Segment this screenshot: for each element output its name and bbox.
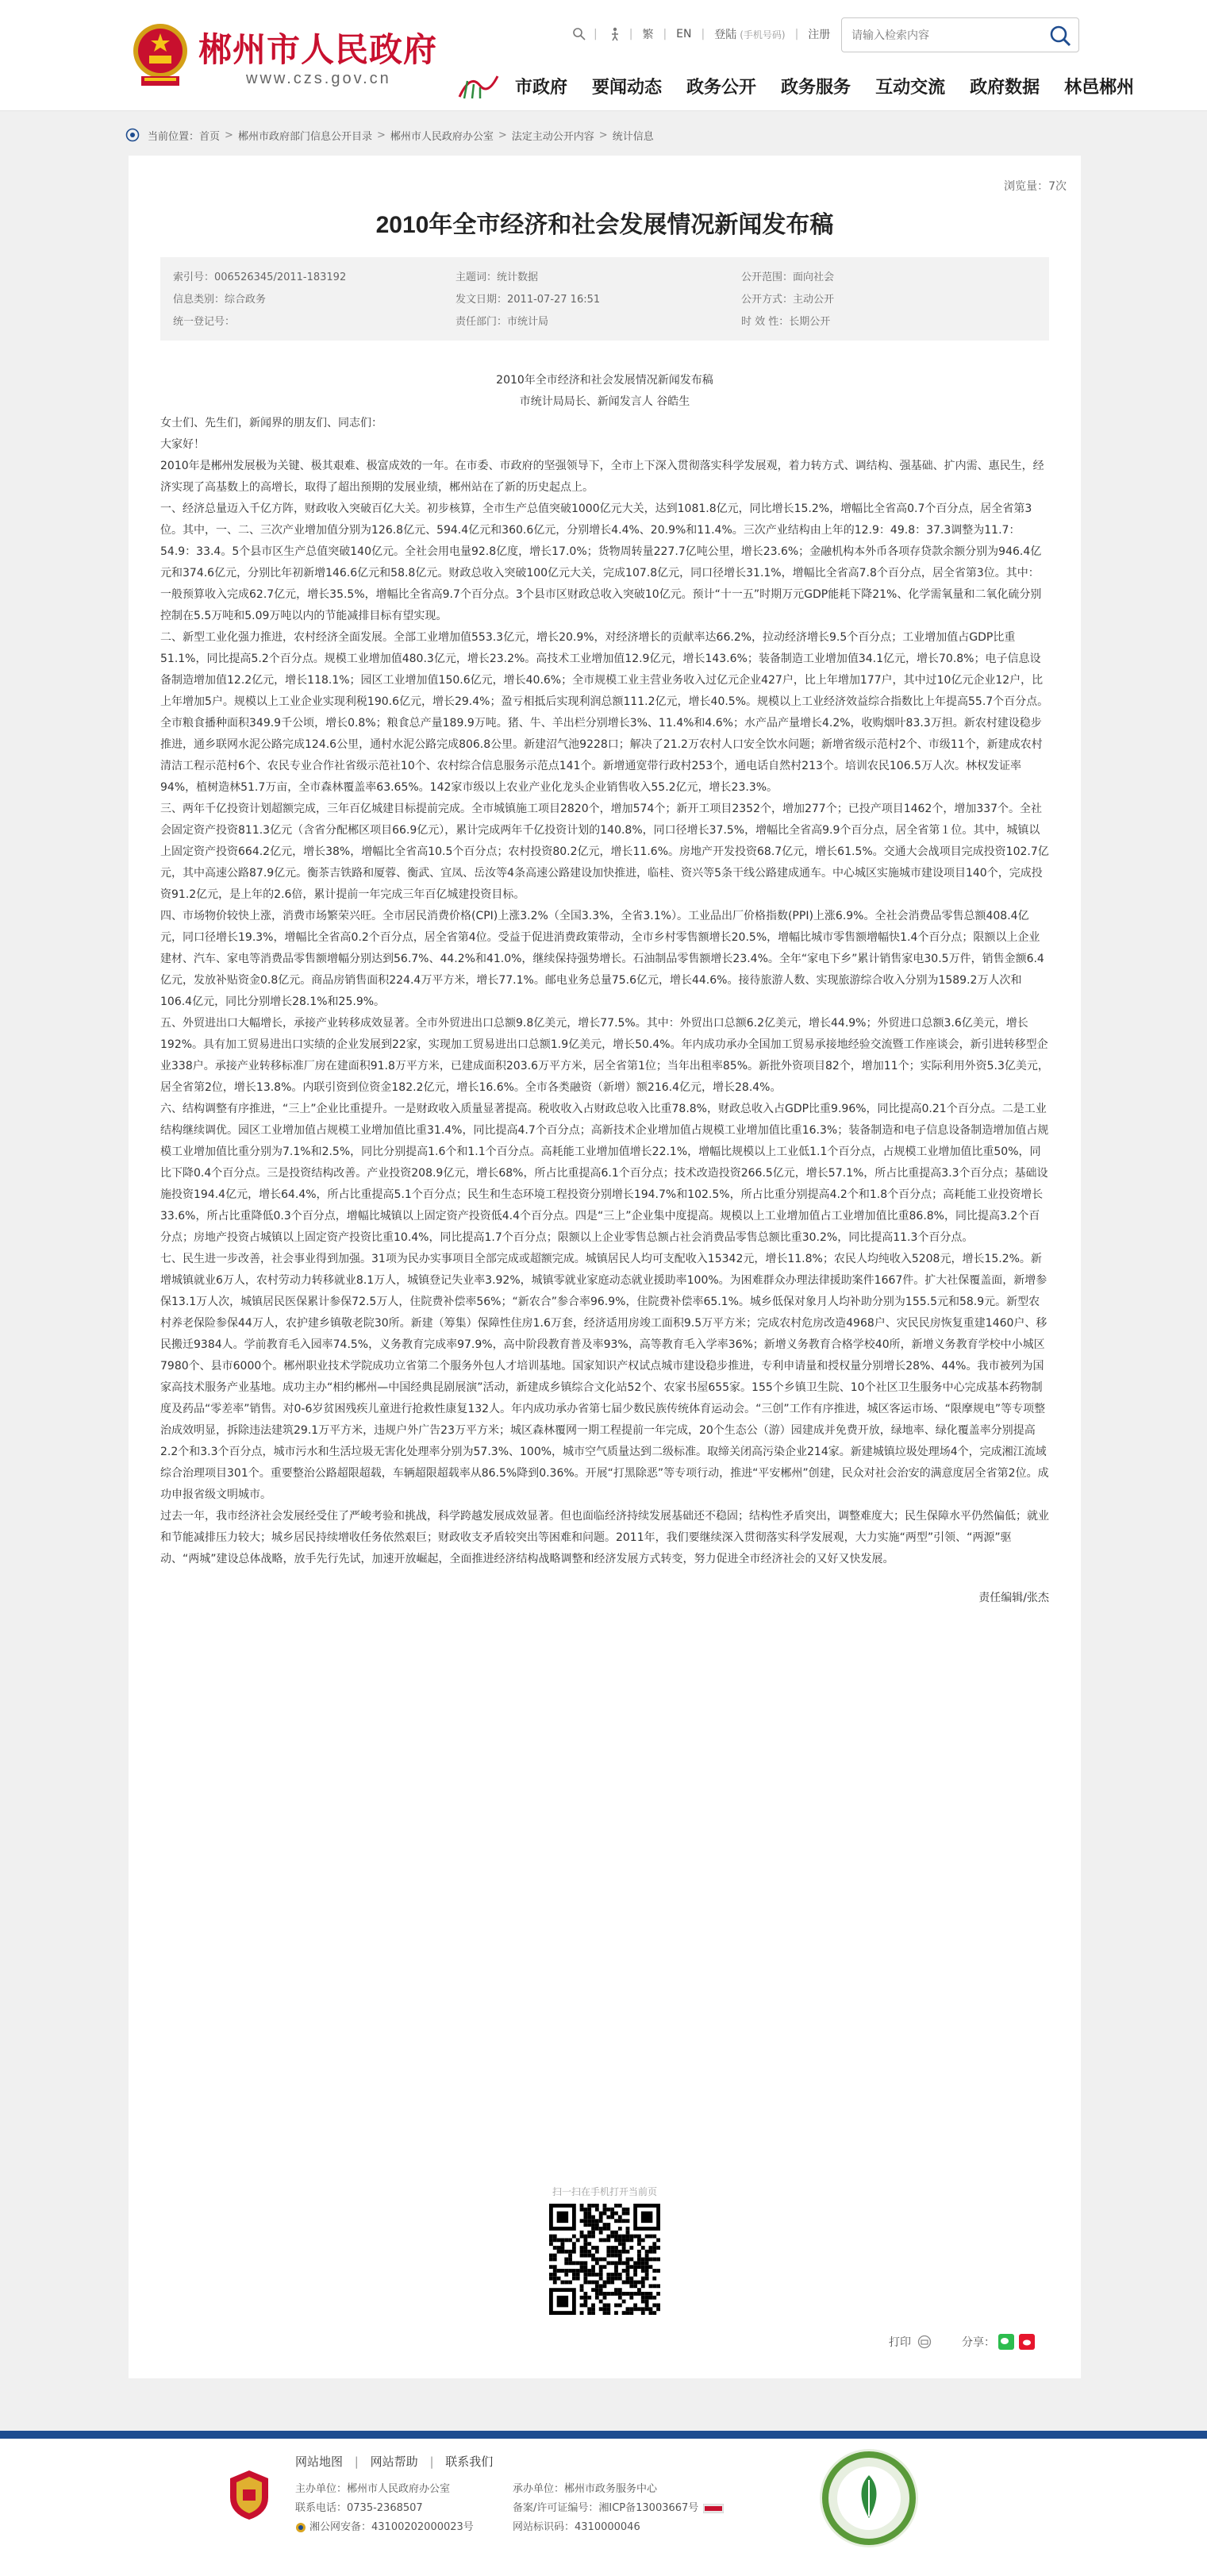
article-paragraph: 一、经济总量迈入千亿方阵，财政收入突破百亿大关。初步核算，全市生产总值突破1000亿元大关，达到1081.8亿元，同比增长15.2%，增幅比全省高0.7个百分点，居全省第3位。其中，一、二、三次产业增加值分别为126.8亿元、594.4亿元和360.6亿元，分别增长4.4%、20.9%和11.4%。三次产业结构由上年的12.9：49.8：37.3调整为11.7：54.9：33.4。5个县市区生产总值突破140亿元。全社会用电量92.8亿度，增长17.0%；货物周转量227.7亿吨公里，增长23.6%；金融机构本外币各项存贷款余额分别为946.4亿元和374.6亿元，分别比年初新增146.6亿元和58.8亿元。财政总收入突破100亿元大关，完成107.8亿元，同口径增长31.1%，增幅比全省高7.8个百分点，居全省第3位。其中：一般预算收入完成62.7亿元，增长35.5%，增幅比全省高9.7个百分点。3个县市区财政总收入突破10亿元。预计“十一五”时期万元GDP能耗下降21%、化学需氧量和二氧化硫分别控制在5.5万吨和5.09万吨以内的节能减排目标有望实现。 [160,502,1042,622]
article-title: 2010年全市经济和社会发展情况新闻发布稿 [375,212,834,238]
footer-contact-link[interactable]: 联系我们 [445,2455,494,2469]
government-website-badge-icon[interactable] [227,2469,271,2521]
breadcrumb-separator: > [225,129,233,141]
search-input[interactable] [842,18,1032,52]
meta-method: 公开方式：主动公开 [741,294,835,306]
error-correction-badge-icon[interactable] [817,2447,921,2550]
footer-host: 主办单位：郴州市人民政府办公室 [295,2483,451,2495]
article-greeting: 女士们、先生们，新闻界的朋友们、同志们： [160,417,382,429]
footer-police: 湘公网安备：43100202000023号 [309,2521,474,2533]
login-link[interactable]: 登陆 [714,29,737,41]
elderly-mode-icon[interactable] [607,26,623,42]
article-paragraph: 四、市场物价较快上涨，消费市场繁荣兴旺。全市居民消费价格(CPI)上涨3.2%（全国3.3%，全省3.1%）。工业品出厂价格指数(PPI)上涨6.9%。全社会消费品零售总额408.4亿元，同口径增长19.3%，增幅比全省高0.2个百分点，居全省第4位。受益于促进消费政策带动，全市乡村零售额增长20.5%，增幅比城市零售额增幅快1.4个百分点；限额以上企业建材、汽车、家电等消费品零售额增幅分别达到56.7%、44.2%和41.0%，继续保持强势增长。石油制品零售额增长23.4%。全年“家电下乡”累计销售家电30.5万件，销售金额6.4亿元，发放补贴资金0.8亿元。商品房销售面积224.4万平方米，增长77.1%。邮电业务总量75.6亿元，增长44.6%。接待旅游人数、实现旅游综合收入分别为1589.2万人次和106.4亿元，同比分别增长28.1%和25.9%。 [160,910,1044,1008]
article-heading: 2010年全市经济和社会发展情况新闻发布稿 [496,374,713,387]
national-emblem-icon [130,19,190,89]
meta-publish-date: 发文日期：2011-07-27 16:51 [456,294,601,306]
article-paragraph: 二、新型工业化强力推进，农村经济全面发展。全部工业增加值553.3亿元，增长20.9%，对经济增长的贡献率达66.2%，拉动经济增长9.5个百分点；工业增加值占GDP比重51.1%，同比提高5.2个百分点。规模工业增加值480.3亿元，增长23.2%。高技术工业增加值12.9亿元，增长143.6%；装备制造工业增加值34.1亿元，增长70.8%；电子信息设备制造增加值12.2亿元，增长118.1%；园区工业增加值150.6亿元，增长40.6%；全市规模工业主营业务收入过亿元企业427户，比上年增加177户，其中过10亿元企业12户，比上年增加5户。规模以上工业企业实现利税190.6亿元，增长29.4%；盈亏相抵后实现利润总额111.2亿元，增长40.5%。规模以上工业经济效益综合指数比上年提高55.7个百分点。 [160,631,1049,708]
top-sep: | [794,28,799,40]
breadcrumb-separator: > [376,129,386,141]
article-speaker: 市统计局局长、新闻发言人 谷皓生 [519,395,690,408]
share-label: 分享： [962,2336,995,2349]
footer-icp-row[interactable] [513,2499,724,2518]
meta-validity: 时 效 性：长期公开 [741,316,831,328]
weibo-share-icon[interactable] [1019,2334,1035,2350]
article-container [129,156,1081,2378]
article-paragraph: 六、结构调整有序推进，“三上”企业比重提升。一是财政收入质量显著提高。税收收入占财政总收入比重78.8%，财政总收入占GDP比重9.96%，同比提高0.21个百分点。二是工业结构继续调优。园区工业增加值占规模工业增加值比重31.4%，同比提高4.7个百分点；高新技术企业增加值占规模工业增加值比重16.3%；装备制造和电子信息设备制造增加值占规模工业增加值比重分别为7.1%和2.5%，同比分别提高1.6个和1.1个百分点。高耗能工业增加值增长22.1%，增幅比规模以上工业低1.1个百分点，占规模工业增加值比重50%，同比下降0.4个百分点。三是投资结构改善。产业投资208.9亿元，增长68%，所占比重提高6.1个百分点；技术改造投资266.5亿元，增长57.1%，所占比重提高3.3个百分点；基础设施投资194.4亿元，增长64.4%，所占比重提高5.1个百分点；民生和生态环境工程投资分别增长194.7%和102.5%，所占比重分别提高4.2个和1.8个百分点；高耗能工业投资增长33.6%，所占比重降低0.3个百分点，增幅比城镇以上固定资产投资低4.4个百分点。四是“三上”企业集中度提高。规模以上工业增加值占工业增加值比重86.8%，同比提高3.2个百分点；房地产投资占城镇以上固定资产投资比重10.4%，同比提高1.7个百分点；限额以上企业零售总额占社会消费品零售总额比重30.2%，同比提高11.3个百分点。 [160,1103,1049,1244]
login-hint: (手机号码) [740,29,786,40]
nav-government-affairs[interactable]: 政务公开 [686,77,757,98]
traditional-chinese-link[interactable]: 繁 [642,29,654,41]
article-meta [160,257,1049,341]
meta-subject: 主题词：统计数据 [456,271,539,283]
site-logo[interactable] [127,17,444,97]
footer-sitemap-link[interactable]: 网站地图 [295,2455,344,2469]
meta-index-no: 索引号：006526345/2011-183192 [173,271,347,283]
footer-top-bar [0,2431,1207,2439]
footer-site-code: 网站标识码：4310000046 [513,2521,640,2533]
wechat-share-icon[interactable] [998,2334,1014,2350]
nav-linyi-chenzhou[interactable]: 林邑郴州 [1064,77,1135,98]
share-group [962,2334,1035,2350]
article-paragraph: 过去一年，我市经济社会发展经受住了严峻考验和挑战，科学跨越发展成效显著。但也面临经济持续发展基础还不稳固；结构性矛盾突出，调整难度大；民生保障水平仍然偏低；就业和节能减排压力较大；城乡居民持续增收任务依然艰巨；财政收支矛盾较突出等困难和问题。2011年，我们要继续深入贯彻落实科学发展观，大力实施“两型”引领、“两源”驱动、“两城”建设总体战略，放手先行先试，加速开放崛起，全面推进经济结构战略调整和经济发展方式转变，努力促进全市经济社会的又好又快发展。 [160,1510,1049,1565]
nav-government-data[interactable]: 政府数据 [970,77,1040,98]
search-box [841,17,1079,52]
footer-undertake-info [513,2480,724,2537]
breadcrumb-separator: > [498,129,507,141]
top-sep: | [628,28,633,40]
nav-city-government[interactable]: 市政府 [515,77,568,98]
qr-caption: 扫一扫在手机打开当前页 [552,2186,657,2197]
qr-code-block [532,2183,678,2315]
footer-links [295,2453,493,2470]
footer-sep: | [354,2455,359,2469]
icp-badge-icon [703,2504,724,2513]
top-sep: | [663,28,667,40]
breadcrumb-statistics[interactable]: 统计信息 [612,130,654,143]
meta-scope: 公开范围：面向社会 [741,271,835,283]
share-bar [129,2331,1081,2355]
footer-undertake: 承办单位：郴州市政务服务中心 [513,2483,658,2495]
site-url: www.czs.gov.cn [246,70,391,87]
nav-news[interactable]: 要闻动态 [592,77,663,98]
qr-code-icon [549,2204,660,2315]
nav-decoration-icon [456,70,501,102]
footer-icp: 备案/许可证编号：湘ICP备13003667号 [513,2502,699,2514]
footer-phone: 联系电话：0735-2368507 [295,2502,423,2514]
footer-police-row[interactable] [295,2518,474,2537]
article-paragraph: 全市粮食播种面积349.9千公顷，增长0.8%；粮食总产量189.9万吨。猪、牛、羊出栏分别增长3%、11.4%和4.6%；水产品产量增长4.2%，收购烟叶83.3万担。新农村建设稳步推进，通乡联网水泥公路完成124.6公里，通村水泥公路完成806.8公里。新建沼气池9228口；解决了21.2万农村人口安全饮水问题；新增省级示范村2个、市级11个，新建成农村清洁工程示范村6个、农民专业合作社省级示范社10个、农村综合信息服务示范点141个。新增通宽带行政村253个，通电话自然村213个。培训农民106.5万人次。林权发证率94%，植树造林51.7万亩，全市森林覆盖率63.65%。142家市级以上农业产业化龙头企业销售收入55.2亿元，增长23.3%。 [160,717,1043,794]
article-editor: 责任编辑/张杰 [978,1592,1049,1604]
footer-host-info [295,2480,474,2537]
breadcrumb-content[interactable]: 法定主动公开内容 [511,130,594,143]
site-name: 郴州市人民政府 [198,30,438,69]
article-paragraph: 七、民生进一步改善，社会事业得到加强。31项为民办实事项目全部完成或超额完成。城镇居民人均可支配收入15342元，增长11.8%；农民人均纯收入5208元，增长15.2%。新增城镇就业6万人，农村劳动力转移就业8.1万人，城镇登记失业率3.92%，城镇零就业家庭动态就业援助率100%。为困难群众办理法律援助案件1667件。扩大社保覆盖面，新增参保13.1万人次，城镇居民医保累计参保72.5万人，住院费补偿率56%；“新农合”参合率96.9%，住院费补偿率65.1%。城乡低保对象月人均补助分别为155.5元和58.9元。新型农村养老保险参保44万人，农护建乡镇敬老院30所。新建（筹集）保障性住房1.6万套，经济适用房竣工面积9.5万平方米；完成农村危房改造4968户、灾民民房恢复重建1460户、移民搬迁9384人。学前教育毛入园率74.5%，义务教育完成率97.9%，高中阶段教育普及率93%，高等教育毛入学率36%；新增义务教育合格学校40所，新增义务教育学校中小城区7980个、县市6000个。郴州职业技术学院成功立省第二个服务外包人才培训基地。国家知识产权试点城市建设稳步推进，专利申请量和授权量分别增长28%、44%。我市被列为国家高技术服务产业基地。成功主办“相约郴州—中国经典昆剧展演”活动，新建成乡镇综合文化站52个、农家书屋655家。155个乡镇卫生院、10个社区卫生服务中心完成基本药物制度及药品“零差率”销售。对0-6岁贫困残疾儿童进行抢救性康复132人。年内成功承办省第七届少数民族传统体育运动会。“三创”工作有序推进，城区客运市场、“限摩规电”等专项整治成效明显，拆除违法建筑29.1万平方米，违规户外广告23万平方米；城区森林覆网一期工程提前一年完成，20个生态公（游）园建成并免费开放，绿地率、绿化覆盖率分别提高2.2个和3.3个百分点，城市污水和生活垃圾无害化处理率分别为57.3%、100%，城市空气质量达到二级标准。取缔关闭高污染企业214家。新建城镇垃圾处理场4个，完成湘江流域综合治理项目301个。重要整治公路超限超载，车辆超限超载率从86.5%降到0.36%。开展“打黑除恶”等专项行动，推进“平安郴州”创建，民众对社会治安的满意度居全省第2位。成功申报省级文明城市。 [160,1253,1049,1501]
english-link[interactable]: EN [676,28,692,40]
view-count: 浏览量：7次 [1004,180,1067,193]
print-icon [917,2335,932,2349]
print-button[interactable] [889,2334,932,2350]
article-paragraph: 五、外贸进出口大幅增长，承接产业转移成效显著。全市外贸进出口总额9.8亿美元，增长77.5%。其中：外贸出口总额6.2亿美元，增长44.9%；外贸进口总额3.6亿美元，增长192%。具有加工贸易进出口实绩的企业发展到22家，实现加工贸易进出口总额1.9亿美元，增长50.4%。年内成功承办全国加工贸易承接地经验交流暨工作座谈会，新引进转移型企业338户。承接产业转移标准厂房在建面积91.8万平方米，已建成面积203.6万平方米，居全省第1位；当年出租率85%。新批外资项目82个，增加11个；实际利用外资5.3亿美元，居全省第2位，增长13.8%。内联引资到位资金182.2亿元，增长16.6%。全市各类融资（新增）额216.4亿元，增长28.4%。 [160,1017,1049,1094]
search-icon[interactable] [1048,24,1072,48]
article-paragraph: 三、两年千亿投资计划超额完成，三年百亿城建目标提前完成。全市城镇施工项目2820个，增加574个；新开工项目2352个，增加277个；已投产项目1462个，增加337个。全社会固定资产投资811.3亿元（含省分配郴区项目66.9亿元），累计完成两年千亿投资计划的140.8%，同口径增长37.5%，增幅比全省高9.9个百分点，居全省第１位。其中，城镇以上固定资产投资664.2亿元，增长38%，增幅比全省高10.5个百分点；农村投资80.2亿元，增长11.6%。房地产开发投资68.7亿元，增长61.5%。交通大会战项目完成投资102.7亿元，其中高速公路87.9亿元。衡茶吉铁路和厦蓉、衡武、宜凤、岳汝等4条高速公路建设加快推进，临桂、资兴等5条干线公路建成通车。中心城区实施城市建设项目140个，完成投资91.2亿元，是上年的2.6倍，累计提前一年完成三年百亿城建投资目标。 [160,803,1049,901]
article-paragraph: 2010年是郴州发展极为关键、极其艰难、极富成效的一年。在市委、市政府的坚强领导下，全市上下深入贯彻落实科学发展观，着力转方式、调结构、强基础、扩内需、惠民生，经济实现了高基数上的高增长，取得了超出预期的发展业绩，郴州站在了新的历史起点上。 [160,460,1044,494]
main-nav [456,68,1159,103]
top-sep: | [594,28,598,40]
top-sep: | [701,28,705,40]
nav-interaction[interactable]: 互动交流 [875,77,946,98]
police-badge-icon [295,2522,306,2533]
footer-sep: | [429,2455,434,2469]
article-body [160,370,1049,1609]
footer-help-link[interactable]: 网站帮助 [370,2455,418,2469]
article-hello: 大家好！ [160,438,205,451]
print-label: 打印 [889,2336,911,2349]
location-icon [125,128,140,142]
breadcrumb-separator: > [598,129,608,141]
accessibility-icon[interactable] [571,26,587,42]
meta-department: 责任部门：市统计局 [456,316,549,328]
breadcrumb [125,119,1082,151]
breadcrumb-label: 当前位置： [148,130,200,143]
nav-government-services[interactable]: 政务服务 [781,77,851,98]
breadcrumb-home[interactable]: 首页 [199,130,221,143]
site-header [0,0,1207,111]
site-footer [0,2439,1207,2576]
breadcrumb-catalog[interactable]: 郴州市政府部门信息公开目录 [237,130,372,143]
meta-category: 信息类别：综合政务 [173,294,267,306]
breadcrumb-office[interactable]: 郴州市人民政府办公室 [390,130,494,143]
meta-unified-no: 统一登记号： [173,316,236,328]
top-links [571,24,840,44]
register-link[interactable]: 注册 [808,29,831,41]
